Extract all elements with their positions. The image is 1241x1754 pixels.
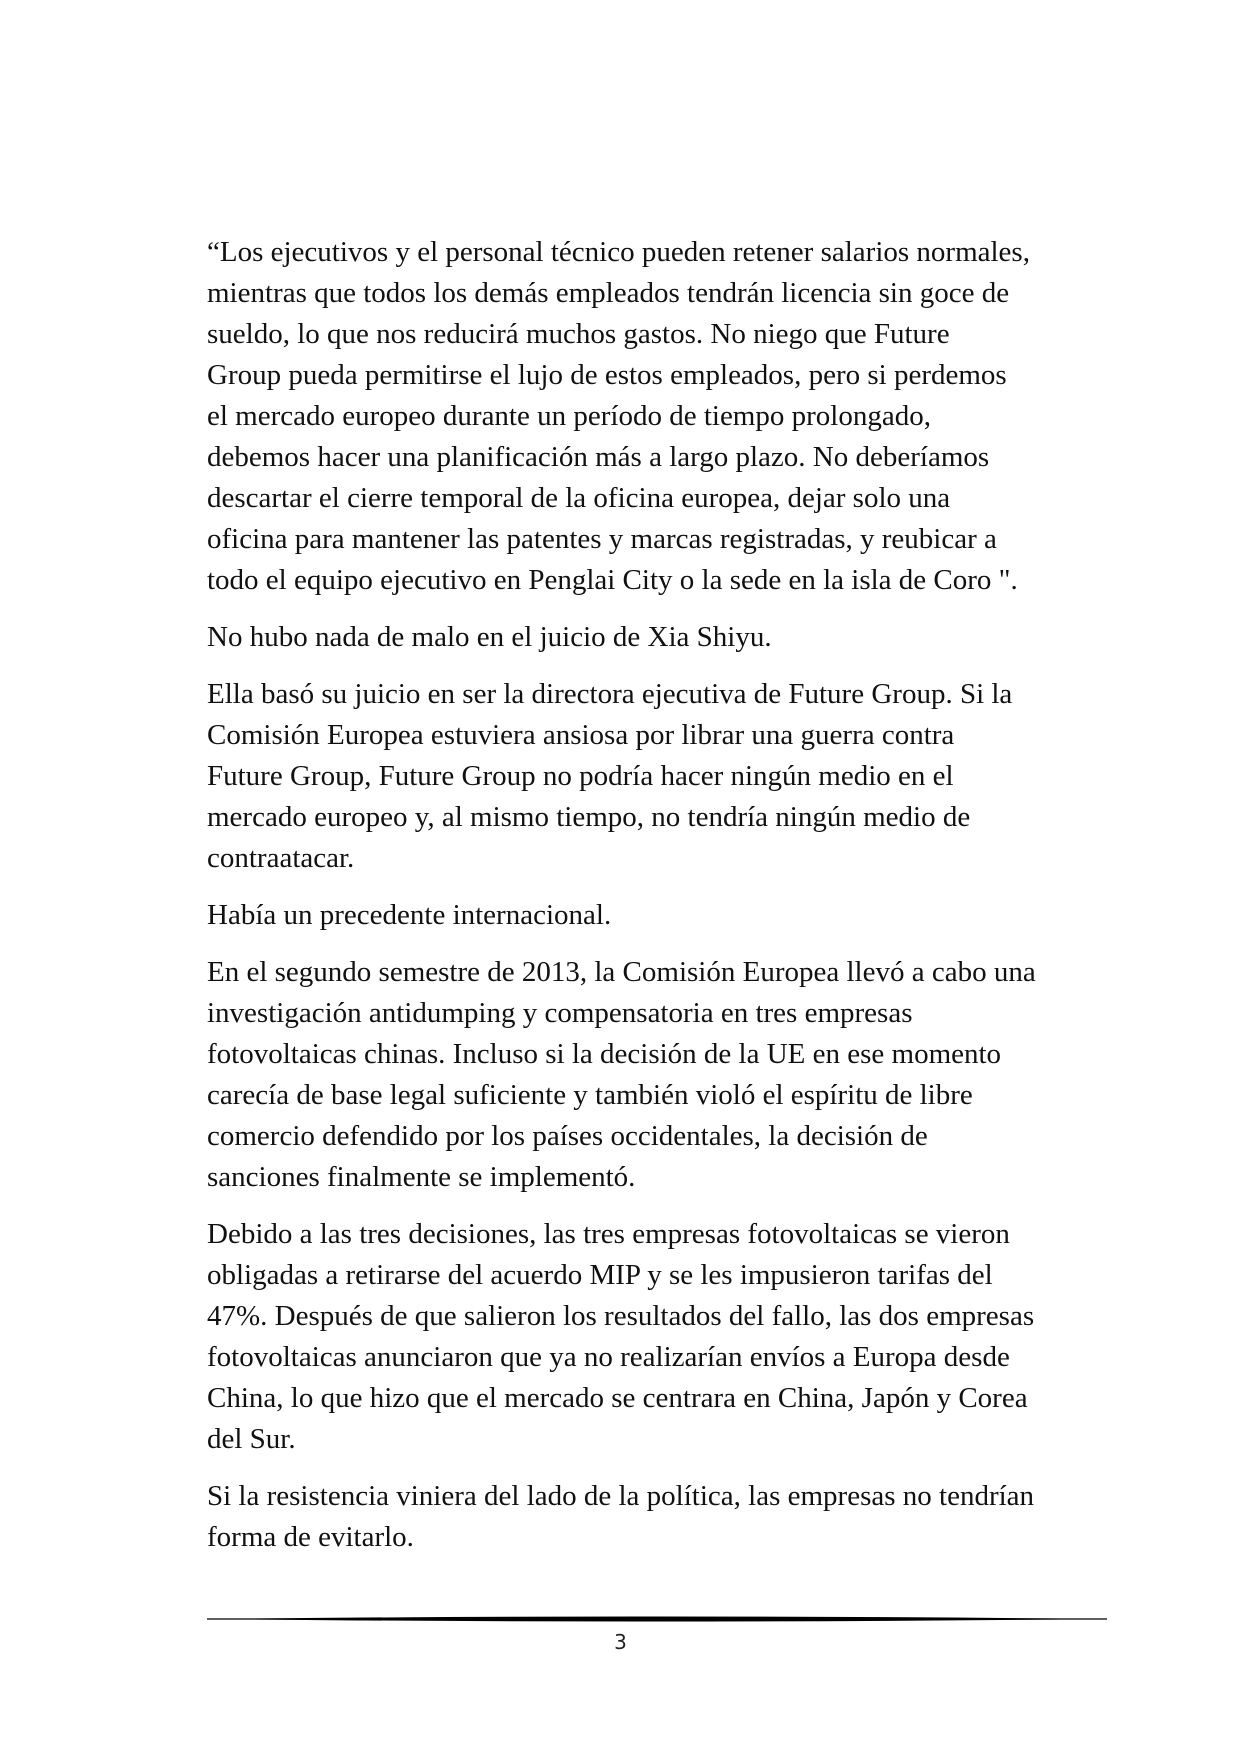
paragraph xyxy=(207,895,1077,936)
text-line: No hubo nada de malo en el juicio de Xia Shiyu. xyxy=(207,621,772,653)
text-line: mientras que todos los demás empleados tendrán licencia sin goce de xyxy=(207,277,1010,309)
text-line: contraatacar. xyxy=(207,842,355,874)
text-line: descartar el cierre temporal de la oficina europea, dejar solo una xyxy=(207,482,951,514)
page-number: 3 xyxy=(614,1630,627,1654)
text-line: Comisión Europea estuviera ansiosa por librar una guerra contra xyxy=(207,719,955,751)
text-line: debemos hacer una planificación más a largo plazo. No deberíamos xyxy=(207,441,990,473)
paragraph xyxy=(207,674,1077,879)
text-line: Había un precedente internacional. xyxy=(207,899,612,931)
text-line: investigación antidumping y compensatoria en tres empresas xyxy=(207,997,913,1029)
text-line: Ella basó su juicio en ser la directora ejecutiva de Future Group. Si la xyxy=(207,678,1013,710)
text-line: sanciones finalmente se implementó. xyxy=(207,1161,636,1193)
paragraph xyxy=(207,1476,1077,1558)
body-text xyxy=(207,232,1077,1574)
text-line: Group pueda permitirse el lujo de estos empleados, pero si perdemos xyxy=(207,359,1007,391)
text-line: China, lo que hizo que el mercado se centrara en China, Japón y Corea xyxy=(207,1382,1028,1414)
text-line: Si la resistencia viniera del lado de la política, las empresas no tendrían xyxy=(207,1480,1035,1512)
text-line: comercio defendido por los países occidentales, la decisión de xyxy=(207,1120,928,1152)
text-line: fotovoltaicas anunciaron que ya no realizarían envíos a Europa desde xyxy=(207,1341,1010,1373)
paragraph xyxy=(207,952,1077,1198)
text-line: Future Group, Future Group no podría hacer ningún medio en el xyxy=(207,760,954,792)
text-line: obligadas a retirarse del acuerdo MIP y se les impusieron tarifas del xyxy=(207,1259,993,1291)
text-line: oficina para mantener las patentes y marcas registradas, y reubicar a xyxy=(207,523,997,555)
text-line: del Sur. xyxy=(207,1423,296,1455)
text-line: Debido a las tres decisiones, las tres empresas fotovoltaicas se vieron xyxy=(207,1218,1010,1250)
paragraph xyxy=(207,617,1077,658)
paragraph xyxy=(207,1214,1077,1460)
text-line: carecía de base legal suficiente y también violó el espíritu de libre xyxy=(207,1079,973,1111)
text-line: todo el equipo ejecutivo en Penglai City o la sede en la isla de Coro ". xyxy=(207,564,1018,596)
text-line: 47%. Después de que salieron los resultados del fallo, las dos empresas xyxy=(207,1300,1035,1332)
text-line: forma de evitarlo. xyxy=(207,1521,414,1553)
text-line: En el segundo semestre de 2013, la Comisión Europea llevó a cabo una xyxy=(207,956,1036,988)
text-line: “Los ejecutivos y el personal técnico pueden retener salarios normales, xyxy=(207,236,1030,268)
paragraph xyxy=(207,232,1077,601)
text-line: mercado europeo y, al mismo tiempo, no tendría ningún medio de xyxy=(207,801,971,833)
text-line: fotovoltaicas chinas. Incluso si la decisión de la UE en ese momento xyxy=(207,1038,1002,1070)
text-line: el mercado europeo durante un período de tiempo prolongado, xyxy=(207,400,931,432)
footer-divider xyxy=(207,1614,1107,1624)
text-line: sueldo, lo que nos reducirá muchos gastos. No niego que Future xyxy=(207,318,950,350)
